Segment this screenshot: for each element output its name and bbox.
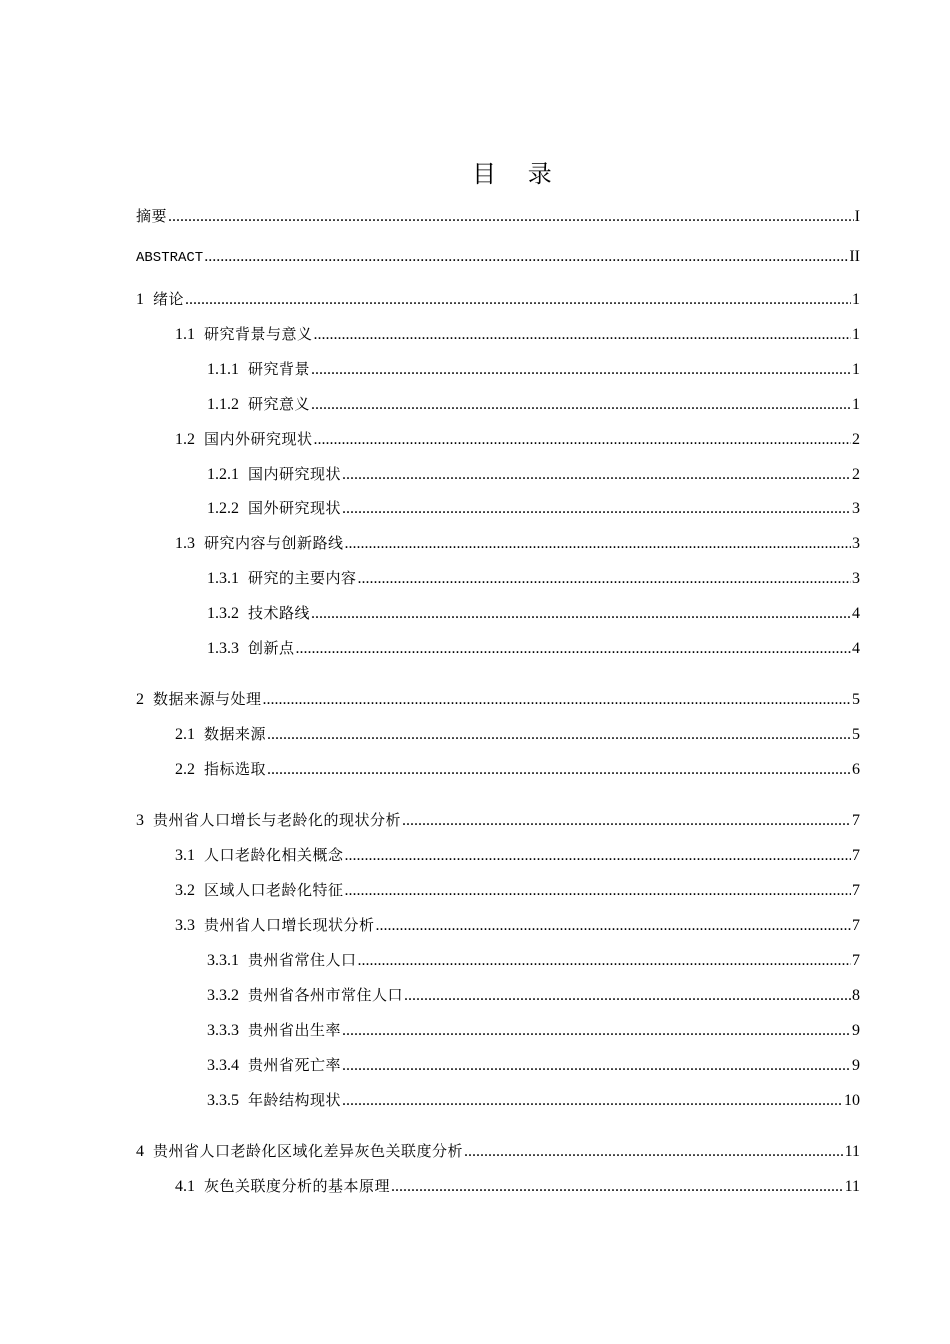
toc-section-number: 3.1 [175,847,195,864]
toc-entry-2-2[interactable] [175,758,860,780]
toc-page-number: 2 [852,466,860,483]
toc-entry-1-2-2[interactable] [207,497,860,519]
toc-leader-dots [464,1141,844,1163]
toc-leader-dots [204,246,848,268]
toc-leader-dots [404,985,851,1007]
toc-entry-label: 国内研究现状 [248,465,342,483]
toc-entry-label: 贵州省各州市常住人口 [248,986,404,1004]
toc-page-number: 3 [852,570,860,587]
toc-page-number: 3 [852,535,860,552]
toc-section-number: 1.3 [175,535,195,552]
toc-leader-dots [342,1055,851,1077]
toc-page-number: 1 [852,361,860,378]
toc-page-number: 3 [852,500,860,517]
toc-entry-label: 研究的主要内容 [248,569,357,587]
toc-entry-2[interactable] [136,688,860,710]
toc-entry-3[interactable] [136,809,860,831]
toc-section-number: 1.2 [175,431,195,448]
toc-leader-dots [376,915,851,937]
toc-section-number: 1 [136,291,144,308]
toc-entry-3-3-3[interactable] [207,1019,860,1041]
toc-entry-3-3[interactable] [175,914,860,936]
toc-entry-1-1[interactable] [175,323,860,345]
toc-leader-dots [358,568,851,590]
toc-leader-dots [345,880,851,902]
toc-page-number: 6 [852,761,860,778]
toc-leader-dots [311,359,851,381]
toc-section-number: 3.2 [175,882,195,899]
toc-section-number: 2 [136,691,144,708]
toc-section-number: 1.1.1 [207,361,239,378]
toc-entry-2-1[interactable] [175,723,860,745]
toc-leader-dots [345,845,851,867]
toc-page-number: II [849,248,860,265]
toc-page-number: 11 [844,1178,860,1195]
toc-page-number: 4 [852,605,860,622]
toc-entry-label: 数据来源 [204,725,267,743]
toc-entry-abstract-en[interactable] [136,246,860,268]
toc-page-number: 4 [852,640,860,657]
toc-section-number: 3.3.3 [207,1022,239,1039]
toc-section-number: 3.3 [175,917,195,934]
toc-entry-1-3[interactable] [175,532,860,554]
toc-title: 目 录 [472,160,564,188]
toc-page-number: 9 [852,1057,860,1074]
toc-page-number: 7 [852,812,860,829]
toc-entry-1-3-2[interactable] [207,602,860,624]
toc-section-number: 1.2.1 [207,466,239,483]
toc-entry-label: 创新点 [248,639,295,657]
toc-entry-label: 贵州省人口老龄化区域化差异灰色关联度分析 [153,1142,464,1160]
toc-entry-3-1[interactable] [175,844,860,866]
toc-page-number: 8 [852,987,860,1004]
toc-entry-label: 数据来源与处理 [153,690,262,708]
toc-page-number: 7 [852,847,860,864]
toc-entry-label: 贵州省出生率 [248,1021,342,1039]
toc-entry-label: 国内外研究现状 [204,430,313,448]
toc-entry-label: 贵州省常住人口 [248,951,357,969]
toc-section-number: 1.3.3 [207,640,239,657]
toc-leader-dots [296,638,851,660]
toc-leader-dots [342,464,851,486]
toc-entry-label: 指标选取 [204,760,267,778]
toc-leader-dots [391,1176,844,1198]
toc-section-number: 3.3.4 [207,1057,239,1074]
toc-entry-label: 技术路线 [248,604,311,622]
toc-page-number: I [854,208,860,225]
toc-entry-label: 研究意义 [248,395,311,413]
toc-leader-dots [185,289,851,311]
toc-leader-dots [342,498,851,520]
toc-page-number: 10 [844,1092,860,1109]
toc-entry-1-1-1[interactable] [207,358,860,380]
toc-entry-4-1[interactable] [175,1175,860,1197]
toc-leader-dots [402,810,851,832]
toc-entry-label: 人口老龄化相关概念 [204,846,344,864]
toc-section-number: 2.2 [175,761,195,778]
toc-section-number: 1.1.2 [207,396,239,413]
toc-page-number: 7 [852,882,860,899]
toc-entry-3-2[interactable] [175,879,860,901]
toc-entry-3-3-5[interactable] [207,1089,860,1111]
toc-entry-1-2-1[interactable] [207,463,860,485]
toc-page-number: 5 [852,691,860,708]
toc-leader-dots [168,206,854,228]
toc-entry-3-3-1[interactable] [207,949,860,971]
toc-entry-label: 研究背景 [248,360,311,378]
toc-entry-1-3-3[interactable] [207,637,860,659]
toc-page-number: 11 [844,1143,860,1160]
toc-page-number: 1 [852,326,860,343]
toc-leader-dots [263,689,851,711]
toc-entry-label: ABSTRACT [136,250,204,266]
toc-entry-3-3-4[interactable] [207,1054,860,1076]
toc-leader-dots [358,950,851,972]
toc-entry-label: 区域人口老龄化特征 [204,881,344,899]
toc-section-number: 2.1 [175,726,195,743]
toc-section-number: 1.3.2 [207,605,239,622]
toc-section-number: 4 [136,1143,144,1160]
toc-section-number: 3.3.5 [207,1092,239,1109]
toc-entry-label: 摘要 [136,207,168,225]
toc-entry-label: 绪论 [153,290,185,308]
toc-entry-4[interactable] [136,1140,860,1162]
toc-section-number: 1.1 [175,326,195,343]
toc-page-number: 1 [852,396,860,413]
toc-entry-label: 贵州省人口增长现状分析 [204,916,375,934]
toc-page-number: 7 [852,917,860,934]
toc-section-number: 1.2.2 [207,500,239,517]
toc-section-number: 3.3.2 [207,987,239,1004]
toc-leader-dots [314,324,851,346]
toc-leader-dots [345,533,851,555]
toc-leader-dots [267,759,851,781]
toc-leader-dots [314,429,851,451]
toc-entry-label: 国外研究现状 [248,499,342,517]
toc-entry-label: 贵州省死亡率 [248,1056,342,1074]
toc-entry-label: 研究背景与意义 [204,325,313,343]
toc-entry-label: 年龄结构现状 [248,1091,342,1109]
toc-entry-label: 贵州省人口增长与老龄化的现状分析 [153,811,402,829]
toc-entry-1-3-1[interactable] [207,567,860,589]
toc-entry-1-2[interactable] [175,428,860,450]
toc-page-number: 7 [852,952,860,969]
toc-page-number: 5 [852,726,860,743]
toc-leader-dots [342,1090,843,1112]
toc-entry-abstract-cn[interactable] [136,205,860,227]
toc-entry-1[interactable] [136,288,860,310]
toc-entry-label: 研究内容与创新路线 [204,534,344,552]
toc-leader-dots [342,1020,851,1042]
toc-leader-dots [267,724,851,746]
toc-entry-3-3-2[interactable] [207,984,860,1006]
toc-page-number: 2 [852,431,860,448]
toc-section-number: 1.3.1 [207,570,239,587]
toc-section-number: 3 [136,812,144,829]
toc-entry-1-1-2[interactable] [207,393,860,415]
toc-page-number: 9 [852,1022,860,1039]
toc-leader-dots [311,394,851,416]
toc-page-number: 1 [852,291,860,308]
toc-entry-label: 灰色关联度分析的基本原理 [204,1177,391,1195]
toc-section-number: 3.3.1 [207,952,239,969]
toc-leader-dots [311,603,851,625]
toc-section-number: 4.1 [175,1178,195,1195]
